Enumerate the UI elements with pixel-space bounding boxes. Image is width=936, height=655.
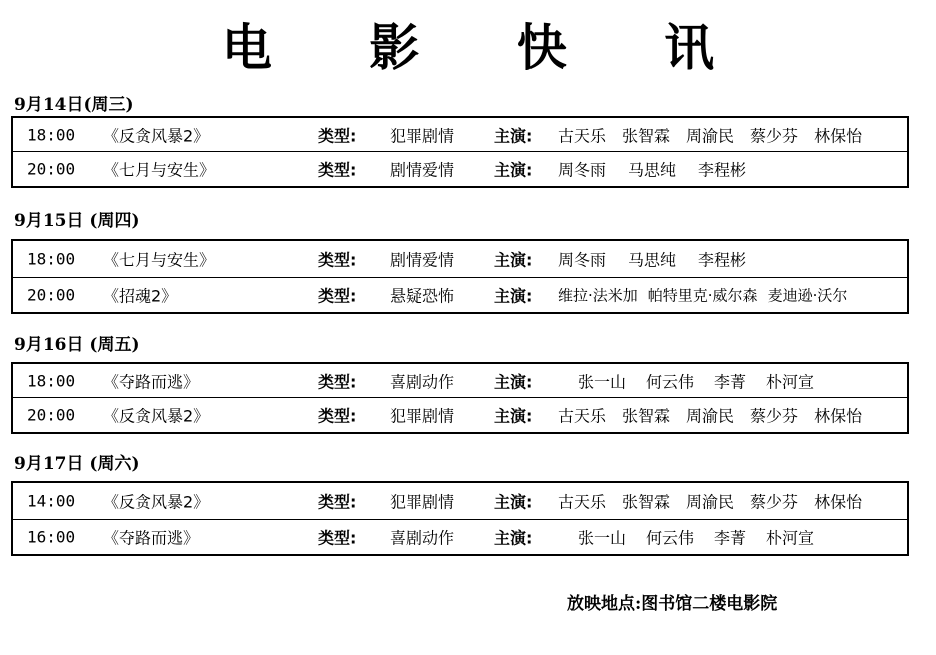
cast-member: 蔡少芬 — [750, 492, 799, 512]
movie-title: 《反贪风暴2》 — [103, 492, 210, 512]
movie-title: 《招魂2》 — [103, 286, 178, 306]
schedule-table — [11, 239, 909, 314]
schedule-row — [13, 241, 907, 278]
cast-label: 主演: — [494, 126, 533, 145]
cast-member: 麦迪逊·沃尔 — [767, 286, 848, 305]
schedule-row — [13, 398, 907, 432]
genre: 悬疑恐怖 — [390, 286, 455, 306]
show-time: 16:00 — [27, 527, 76, 547]
movie-title: 《七月与安生》 — [103, 250, 216, 270]
cast-list — [558, 123, 878, 146]
cast-member: 张智霖 — [622, 126, 671, 145]
genre-label: 类型: — [318, 250, 357, 270]
cast-member: 朴河宣 — [766, 372, 815, 391]
cast-member: 马思纯 — [628, 160, 677, 180]
cast-member: 张智霖 — [622, 492, 671, 512]
cast-list — [558, 158, 762, 181]
schedule-table — [11, 362, 909, 434]
cast-list — [558, 248, 762, 271]
cast-label: 主演: — [494, 160, 533, 180]
cast-member: 张智霖 — [622, 406, 671, 426]
schedule-row — [13, 483, 907, 520]
cast-label: 主演: — [494, 492, 533, 512]
cast-member: 周渝民 — [686, 492, 735, 512]
cast-list — [578, 526, 830, 549]
genre-label: 类型: — [318, 126, 357, 145]
cast-member: 李菁 — [714, 528, 747, 548]
cast-list — [558, 285, 847, 306]
show-time: 20:00 — [27, 405, 76, 425]
cast-member: 林保怡 — [814, 492, 863, 512]
cast-member: 维拉·法米加 — [558, 286, 638, 305]
cast-member: 张一山 — [578, 528, 627, 548]
show-time: 20:00 — [27, 159, 76, 179]
cast-label: 主演: — [494, 372, 533, 391]
cast-member: 李程彬 — [698, 250, 747, 270]
cast-member: 何云伟 — [646, 528, 695, 548]
cast-member: 李程彬 — [698, 160, 747, 180]
schedule-row — [13, 520, 907, 554]
genre: 犯罪剧情 — [390, 126, 455, 145]
movie-title: 《夺路而逃》 — [103, 372, 200, 391]
genre: 犯罪剧情 — [390, 492, 455, 512]
page-title: 电 影 快 讯 — [221, 18, 755, 77]
genre-label: 类型: — [318, 160, 357, 180]
cast-member: 何云伟 — [646, 372, 695, 391]
schedule-table — [11, 116, 909, 188]
genre-label: 类型: — [318, 492, 357, 512]
genre-label: 类型: — [318, 406, 357, 426]
cast-member: 张一山 — [578, 372, 627, 391]
cast-member: 古天乐 — [558, 126, 607, 145]
show-time: 18:00 — [27, 125, 76, 144]
cast-member: 林保怡 — [814, 406, 863, 426]
show-time: 18:00 — [27, 371, 76, 390]
cast-member: 朴河宣 — [766, 528, 815, 548]
cast-member: 蔡少芬 — [750, 406, 799, 426]
schedule-row — [13, 278, 907, 312]
show-time: 14:00 — [27, 491, 76, 511]
cast-member: 周渝民 — [686, 126, 735, 145]
genre: 犯罪剧情 — [390, 406, 455, 426]
genre: 喜剧动作 — [390, 528, 455, 548]
cast-member: 李菁 — [714, 372, 747, 391]
venue-note: 放映地点:图书馆二楼电影院 — [567, 594, 778, 614]
cast-label: 主演: — [494, 406, 533, 426]
cast-list — [558, 490, 878, 513]
cast-member: 周渝民 — [686, 406, 735, 426]
cast-member: 马思纯 — [628, 250, 677, 270]
cast-member: 周冬雨 — [558, 160, 607, 180]
cast-label: 主演: — [494, 528, 533, 548]
day-heading: 9月17日 (周六) — [14, 454, 140, 474]
cast-member: 林保怡 — [814, 126, 863, 145]
genre-label: 类型: — [318, 528, 357, 548]
movie-title: 《七月与安生》 — [103, 160, 216, 180]
cast-member: 古天乐 — [558, 406, 607, 426]
genre-label: 类型: — [318, 372, 357, 391]
genre: 喜剧动作 — [390, 372, 455, 391]
genre: 剧情爱情 — [390, 160, 455, 180]
cast-list — [558, 404, 878, 427]
movie-title: 《反贪风暴2》 — [103, 406, 210, 426]
show-time: 18:00 — [27, 249, 76, 269]
cast-member: 周冬雨 — [558, 250, 607, 270]
genre: 剧情爱情 — [390, 250, 455, 270]
cast-member: 古天乐 — [558, 492, 607, 512]
cast-member: 帕特里克·威尔森 — [647, 286, 758, 305]
genre-label: 类型: — [318, 286, 357, 306]
schedule-row — [13, 118, 907, 152]
day-heading: 9月16日 (周五) — [14, 335, 140, 355]
cast-member: 蔡少芬 — [750, 126, 799, 145]
day-heading: 9月14日(周三) — [14, 95, 134, 115]
show-time: 20:00 — [27, 285, 76, 305]
schedule-table — [11, 481, 909, 556]
movie-title: 《夺路而逃》 — [103, 528, 200, 548]
movie-title: 《反贪风暴2》 — [103, 126, 210, 145]
schedule-row — [13, 152, 907, 186]
cast-label: 主演: — [494, 250, 533, 270]
schedule-row — [13, 364, 907, 398]
day-heading: 9月15日 (周四) — [14, 211, 140, 231]
cast-list — [578, 369, 830, 392]
cast-label: 主演: — [494, 286, 533, 306]
